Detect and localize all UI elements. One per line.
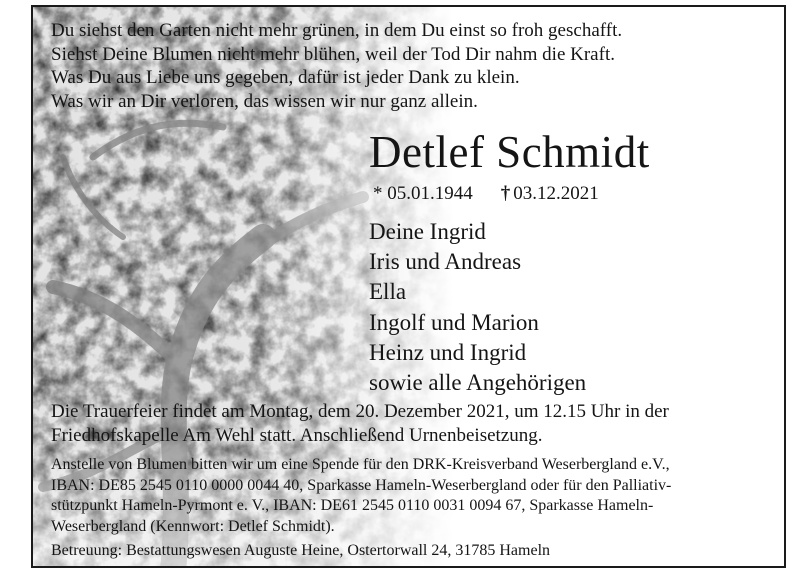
deceased-name: Detlef Schmidt — [369, 127, 650, 177]
donation-line: IBAN: DE85 2545 0110 0000 0044 40, Sparkasse Hameln-Weserbergland oder für den Palliativ- — [51, 476, 672, 494]
donation-line: Anstelle von Blumen bitten wir um eine Spende für den DRK-Kreisverband Weserbergland e.V., — [51, 456, 670, 473]
cross-icon: † — [500, 183, 511, 204]
mourner-line: Heinz und Ingrid — [369, 339, 527, 365]
funeral-home-credit: Betreuung: Bestattungswesen Auguste Heine, Ostertorwall 24, 31785 Hameln — [51, 542, 551, 559]
mourner-line: Deine Ingrid — [369, 219, 486, 244]
mourners-list — [369, 217, 586, 398]
obituary-card — [31, 5, 786, 568]
mourner-line: Ella — [369, 279, 407, 305]
death-date: 03.12.2021 — [513, 183, 599, 204]
mourner-line: sowie alle Angehörigen — [369, 369, 587, 395]
poem-line: Siehst Deine Blumen nicht mehr blühen, weil der Tod Dir nahm die Kraft. — [51, 43, 615, 65]
birth-date: * 05.01.1944 — [373, 183, 473, 204]
service-line: Friedhofskapelle Am Wehl statt. Anschließend Urnenbeisetzung. — [51, 424, 543, 446]
mourner-line: Ingolf und Marion — [369, 309, 539, 335]
donation-line: Weserbergland (Kennwort: Detlef Schmidt). — [51, 517, 335, 535]
life-dates — [373, 182, 599, 206]
donation-notice — [51, 455, 671, 537]
mourner-line: Iris und Andreas — [369, 249, 522, 275]
poem-line: Du siehst den Garten nicht mehr grünen, in dem Du einst so froh geschafft. — [51, 20, 623, 41]
poem-line: Was Du aus Liebe uns gegeben, dafür ist jeder Dank zu klein. — [51, 67, 520, 88]
memorial-poem — [51, 19, 622, 113]
donation-line: stützpunkt Hameln-Pyrmont e. V., IBAN: DE61 2545 0110 0031 0094 67, Sparkasse Hameln- — [51, 497, 654, 514]
service-line: Die Trauerfeier findet am Montag, dem 20. Dezember 2021, um 12.15 Uhr in der — [51, 401, 669, 422]
funeral-service-notice — [51, 400, 669, 447]
poem-line: Was wir an Dir verloren, das wissen wir nur ganz allein. — [51, 90, 478, 112]
